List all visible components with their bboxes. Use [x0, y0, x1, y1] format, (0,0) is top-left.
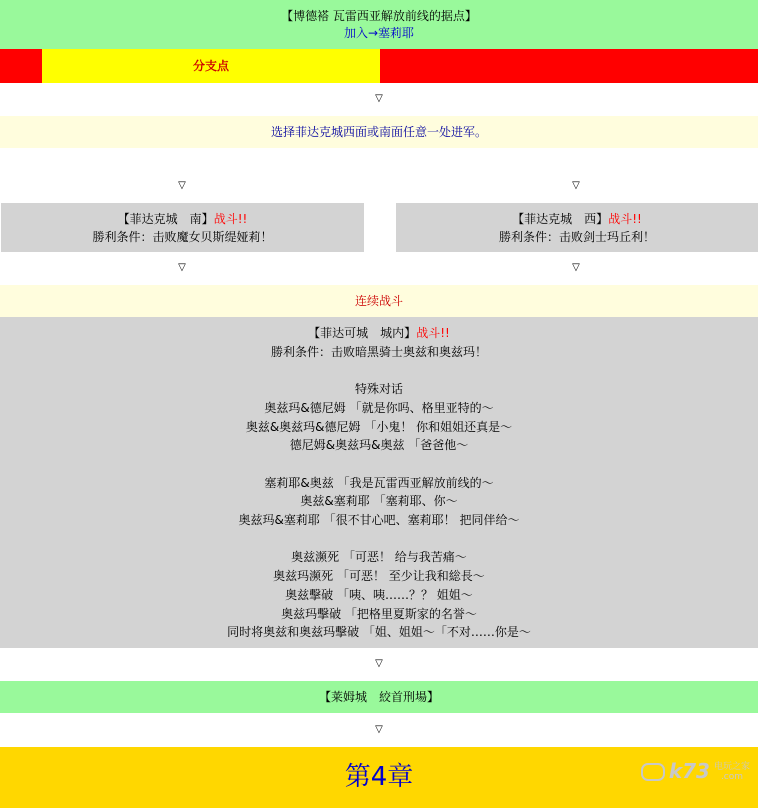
- chapter-suffix: 章: [387, 762, 414, 792]
- branch-label: 分支点: [42, 49, 380, 83]
- destination-label: 【莱姆城 絞首刑場】: [0, 681, 758, 713]
- battle-tag: 战斗!!: [213, 212, 248, 226]
- chapter-number: 4: [370, 762, 388, 792]
- dialogue-line: 奥兹玛&塞莉耶 「很不甘心吧、塞莉耶！ 把同伴给～: [238, 513, 520, 527]
- gamepad-icon: [641, 763, 665, 781]
- watermark-domain: .com: [720, 771, 744, 782]
- watermark-logo: [641, 741, 750, 802]
- down-arrow-icon: ▽: [572, 180, 580, 191]
- location-title: 【博德褡 瓦雷西亚解放前线的据点】: [281, 9, 477, 23]
- victory-condition: 勝利条件：击败暗黑骑士奥兹和奥兹玛！: [270, 344, 487, 359]
- location-header: [0, 0, 758, 49]
- victory-condition: 勝利条件：击败剑士玛丘利！: [498, 230, 655, 244]
- dialogue-line: 奥兹濒死 「可恶！ 给与我苦痛～: [291, 550, 467, 565]
- down-arrow-icon: ▽: [178, 262, 186, 273]
- dialogue-line: 塞莉耶&奥兹 「我是瓦雷西亚解放前线的～: [264, 475, 494, 490]
- dialogue-line: 奥兹玛&德尼姆 「就是你吗、格里亚特的～: [264, 400, 494, 415]
- dialogue-line: 奥兹&塞莉耶 「塞莉耶、你～: [300, 494, 458, 509]
- chapter-banner: [0, 747, 758, 808]
- dialogue-line: 奥兹&奥兹玛&德尼姆 「小鬼！ 你和姐姐还真是～: [245, 419, 513, 434]
- battle-tag: 战斗!!: [608, 212, 642, 226]
- down-arrow-icon: ▽: [178, 180, 186, 191]
- battle-box-west: [396, 203, 758, 252]
- instruction-text: 选择菲达克城西面或南面任意一处进军。: [0, 116, 758, 148]
- continuous-battle-label: 连续战斗: [0, 285, 758, 317]
- castle-battle-box: [0, 317, 758, 648]
- dialogue-line: 奥兹擊破 「咦、咦……？？ 姐姐～: [285, 587, 473, 602]
- battle-title: 【菲达克城 西】: [512, 212, 609, 226]
- watermark-tagline: 电玩之家: [713, 761, 750, 772]
- down-arrow-icon: ▽: [375, 93, 383, 104]
- join-link[interactable]: 加入→塞莉耶: [343, 26, 415, 40]
- battle-tag: 战斗!!: [416, 326, 450, 340]
- down-arrow-icon: ▽: [375, 724, 383, 735]
- dialogue-line: 德尼姆&奥兹玛&奥兹 「爸爸他～: [289, 438, 469, 453]
- down-arrow-icon: ▽: [572, 262, 580, 273]
- dialogue-line: 奥兹玛擊破 「把格里夏斯家的名誉～: [281, 606, 477, 621]
- branch-bar: [0, 49, 758, 83]
- battle-title: 【菲达可城 城内】: [308, 326, 417, 340]
- battle-box-south: [1, 203, 364, 252]
- dialogue-line: 奥兹玛濒死 「可恶！ 至少让我和総長～: [273, 569, 485, 584]
- down-arrow-icon: ▽: [375, 658, 383, 669]
- dialogue-line: 同时将奥兹和奥兹玛擊破 「姐、姐姐～「不对……你是～: [227, 625, 531, 640]
- chapter-prefix: 第: [344, 762, 371, 792]
- watermark-brand: k73: [668, 759, 710, 783]
- battle-title: 【菲达克城 南】: [117, 212, 214, 226]
- special-dialogue-heading: 特殊对话: [354, 382, 403, 397]
- victory-condition: 勝利条件：击败魔女贝斯缇娅莉！: [92, 230, 273, 244]
